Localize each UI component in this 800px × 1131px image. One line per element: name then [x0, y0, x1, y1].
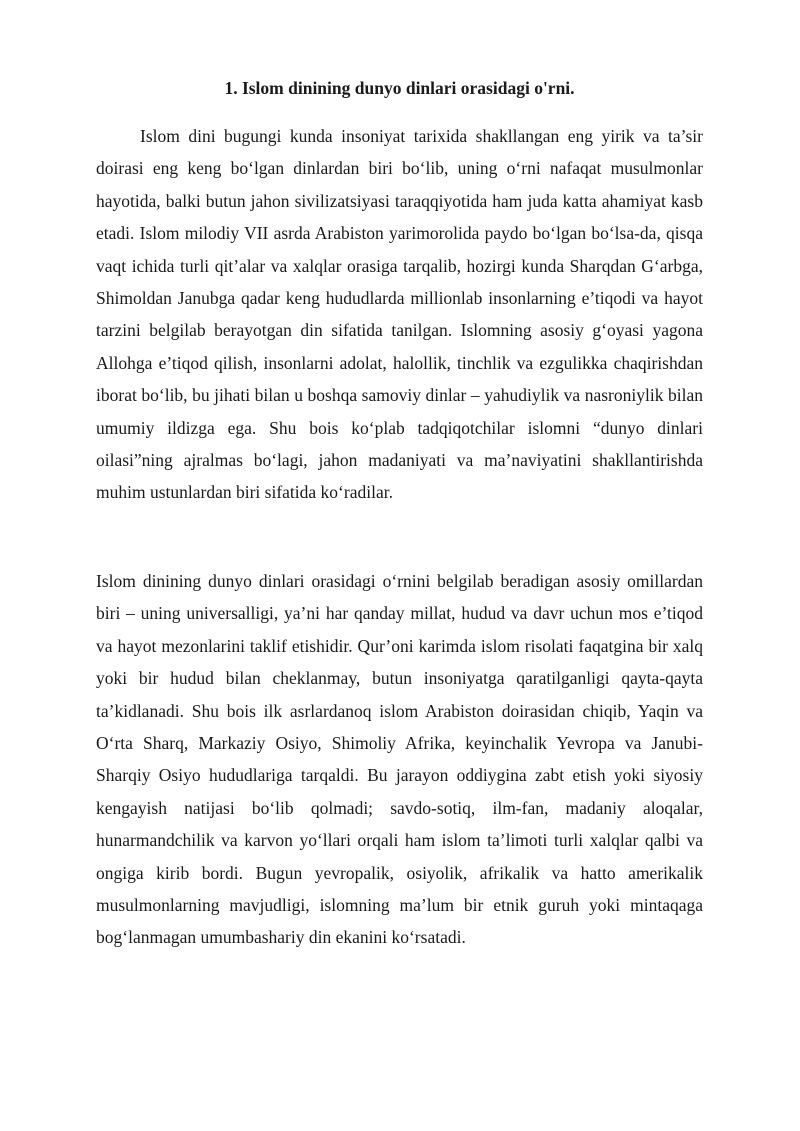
paragraph-1: Islom dini bugungi kunda insoniyat tarixida shakllangan eng yirik va ta’sir doirasi eng keng bo‘lgan dinlardan biri bo‘lib, uning o‘rni nafaqat musulmonlar hayotida, balki butun jahon sivilizatsiyasi taraqqiyotida ham juda katta ahamiyat kasb etadi. Islom milodiy VII asrda Arabiston yarimorolida paydo bo‘lgan bo‘lsa-da, qisqa vaqt ichida turli qit’alar va xalqlar orasiga tarqalib, hozirgi kunda Sharqdan G‘arbga, Shimoldan Janubga qadar keng hududlarda millionlab insonlarning e’tiqodi va hayot tarzini belgilab berayotgan din sifatida tanilgan. Islomning asosiy g‘oyasi yagona Allohga e’tiqod qilish, insonlarni adolat, halollik, tinchlik va ezgulikka chaqirishdan iborat bo‘lib, bu jihati bilan u boshqa samoviy dinlar – yahudiylik va nasroniylik bilan umumiy ildizga ega. Shu bois ko‘plab tadqiqotchilar islomni “dunyo dinlari oilasi”ning ajralmas bo‘lagi, jahon madaniyati va ma’naviyatini shakllantirishda muhim ustunlardan biri sifatida ko‘radilar. — [96, 126, 703, 503]
paragraph-2: Islom dinining dunyo dinlari orasidagi o‘rnini belgilab beradigan asosiy omillardan biri – uning universalligi, ya’ni har qanday millat, hudud va davr uchun mos e’tiqod va hayot mezonlarini taklif etishidir. Qur’oni karimda islom risolati faqatgina bir xalq yoki bir hudud bilan cheklanmay, butun insoniyatga qaratilganligi qayta-qayta ta’kidlanadi. Shu bois ilk asrlardanoq islom Arabiston doirasidan chiqib, Yaqin va O‘rta Sharq, Markaziy Osiyo, Shimoliy Afrika, keyinchalik Yevropa va Janubi-Sharqiy Osiyo hududlariga tarqaldi. Bu jarayon oddiygina zabt etish yoki siyosiy kengayish natijasi bo‘lib qolmadi; savdo-sotiq, ilm-fan, madaniy aloqalar, hunarmandchilik va karvon yo‘llari orqali ham islom ta’limoti turli xalqlar qalbi va ongiga kirib bordi. Bugun yevropalik, osiyolik, afrikalik va hatto amerikalik musulmonlarning mavjudligi, islomning ma’lum bir etnik guruh yoki mintaqaga bog‘lanmagan umumbashariy din ekanini ko‘rsatadi. — [96, 571, 703, 948]
page-title: 1. Islom dinining dunyo dinlari orasidagi o'rni. — [224, 78, 575, 98]
